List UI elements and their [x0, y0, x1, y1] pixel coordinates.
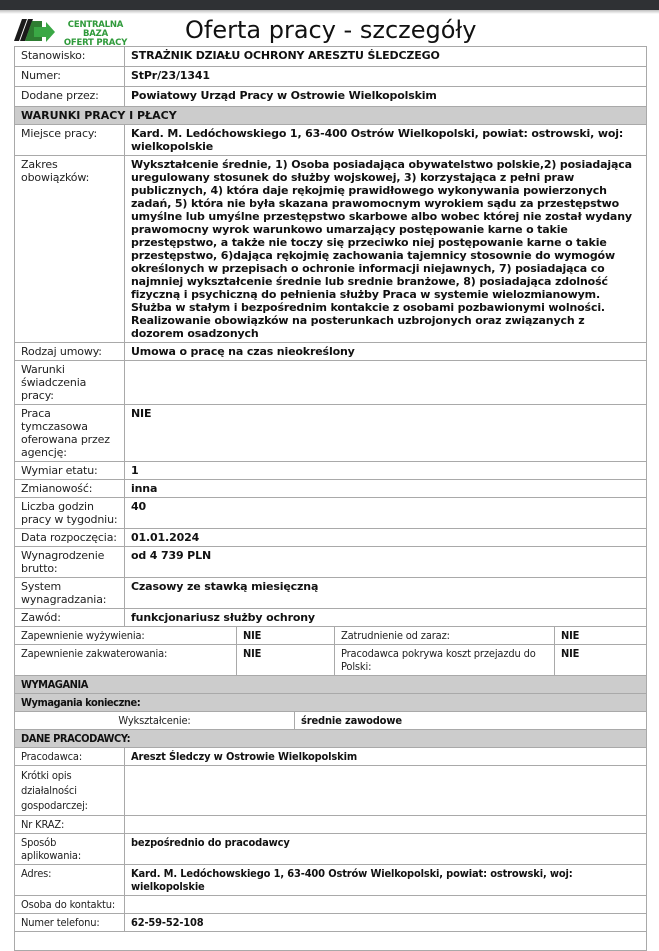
label-nr-kraz: Nr KRAZ:	[15, 816, 125, 834]
value-opis-dzialalnosci	[125, 766, 647, 816]
label-adres: Adres:	[15, 865, 125, 896]
value-warunki-swiadczenia	[125, 361, 647, 405]
label-sposob-aplikowania: Sposób aplikowania:	[15, 834, 125, 865]
label-koszt-przejazdu: Pracodawca pokrywa koszt przejazdu do Polski:	[335, 645, 555, 676]
row-sposob-aplikowania	[15, 834, 647, 865]
row-zmianowosc	[15, 480, 647, 498]
label-zawod: Zawód:	[15, 609, 125, 627]
logo-line-1: CENTRALNA BAZA	[67, 20, 124, 39]
value-sposob-aplikowania: bezpośrednio do pracodawcy	[125, 834, 647, 865]
label-data-rozpoczecia: Data rozpoczęcia:	[15, 529, 125, 547]
value-pracodawca: Areszt Śledczy w Ostrowie Wielkopolskim	[125, 748, 647, 766]
value-numer-telefonu: 62-59-52-108	[125, 914, 647, 932]
value-zmianowosc: inna	[125, 480, 647, 498]
page-header	[0, 14, 659, 46]
row-numer-telefonu	[15, 914, 647, 932]
row-miejsce-pracy	[15, 125, 647, 156]
value-wymiar-etatu: 1	[125, 462, 647, 480]
value-koszt-przejazdu: NIE	[555, 645, 647, 676]
value-adres: Kard. M. Ledóchowskiego 1, 63-400 Ostrów Wielkopolski, powiat: ostrowski, woj: wielkopolskie	[125, 865, 647, 896]
row-wymiar-etatu	[15, 462, 647, 480]
value-osoba-do-kontaktu	[125, 896, 647, 914]
value-wyksztalcenie: średnie zawodowe	[295, 712, 647, 730]
value-zawod: funkcjonariusz służby ochrony	[125, 609, 647, 627]
label-numer: Numer:	[15, 67, 125, 87]
subsection-wymagania-konieczne	[15, 694, 647, 712]
label-zakres-obowiazkow: Zakres obowiązków:	[15, 156, 125, 343]
truncated-row	[15, 932, 647, 951]
label-system-wynagradzania: System wynagradzania:	[15, 578, 125, 609]
row-opis-dzialalnosci	[15, 766, 647, 816]
value-zapewnienie-wyzywienia: NIE	[237, 627, 335, 645]
label-opis-dzialalnosci: Krótki opis działalności gospodarczej:	[15, 766, 125, 816]
value-liczba-godzin: 40	[125, 498, 647, 529]
label-miejsce-pracy: Miejsce pracy:	[15, 125, 125, 156]
row-cut-off	[15, 932, 647, 951]
job-offer-table	[14, 46, 647, 951]
subsection-title-wymagania-konieczne: Wymagania konieczne:	[15, 694, 647, 712]
section-title-pracodawca: DANE PRACODAWCY:	[15, 730, 647, 748]
label-dodane-przez: Dodane przez:	[15, 87, 125, 107]
label-zapewnienie-wyzywienia: Zapewnienie wyżywienia:	[15, 627, 237, 645]
row-liczba-godzin	[15, 498, 647, 529]
row-stanowisko	[15, 47, 647, 67]
label-rodzaj-umowy: Rodzaj umowy:	[15, 343, 125, 361]
section-pracodawca	[15, 730, 647, 748]
value-zapewnienie-zakwaterowania: NIE	[237, 645, 335, 676]
cbop-logo	[14, 17, 134, 48]
row-dodane-przez	[15, 87, 647, 107]
value-rodzaj-umowy: Umowa o pracę na czas nieokreślony	[125, 343, 647, 361]
row-extras-2	[15, 645, 647, 676]
label-zatrudnienie-od-zaraz: Zatrudnienie od zaraz:	[335, 627, 555, 645]
label-liczba-godzin: Liczba godzin pracy w tygodniu:	[15, 498, 125, 529]
browser-top-bar	[0, 0, 659, 10]
value-praca-tymczasowa: NIE	[125, 405, 647, 462]
section-title-warunki: WARUNKI PRACY I PŁACY	[15, 107, 647, 125]
label-osoba-do-kontaktu: Osoba do kontaktu:	[15, 896, 125, 914]
value-wynagrodzenie: od 4 739 PLN	[125, 547, 647, 578]
section-title-wymagania: WYMAGANIA	[15, 676, 647, 694]
label-numer-telefonu: Numer telefonu:	[15, 914, 125, 932]
label-stanowisko: Stanowisko:	[15, 47, 125, 67]
row-zawod	[15, 609, 647, 627]
row-extras-1	[15, 627, 647, 645]
label-wyksztalcenie: Wykształcenie:	[15, 712, 295, 730]
value-zakres-obowiazkow: Wykształcenie średnie, 1) Osoba posiadająca obywatelstwo polskie,2) posiadająca uregulowany stosunek do służby wojskowej, 3) korzystająca z pełni praw publicznych, 4) która daje rękojmię prawidłowego wykonywania powierzonych zadań, 5) która nie była skazana prawomocnym wyrokiem sądu za przestępstwo umyślne lub umyślne przestępstwo skarbowe albo wobec której nie został wydany prawomocny wyrok warunkowo umarzający postępowanie karne o takie przestępstwo, a także nie toczy się przeciwko niej postępowanie karne o takie przestępstwo, 6)dająca rękojmię zachowania tajemnicy stosownie do wymogów określonych w przepisach o ochronie informacji niejawnych, 7) posiadająca co najmniej wykształcenie średnie lub srednie branżowe, 8) posiadająca zdolność fizyczną i psychiczną do pełnienia służby Praca w systemie wielozmianowym. Służba w stałym i bezpośrednim kontakcie z osobami pozbawionymi wolności. Realizowanie obowiązków na posterunkach uzbrojonych oraz związanych z dozorem osadzonych	[125, 156, 647, 343]
row-system-wynagradzania	[15, 578, 647, 609]
section-wymagania	[15, 676, 647, 694]
section-warunki	[15, 107, 647, 125]
row-zakres-obowiazkow	[15, 156, 647, 343]
logo-arrows-icon	[14, 17, 56, 43]
label-warunki-swiadczenia: Warunki świadczenia pracy:	[15, 361, 125, 405]
value-dodane-przez: Powiatowy Urząd Pracy w Ostrowie Wielkopolskim	[125, 87, 647, 107]
value-system-wynagradzania: Czasowy ze stawką miesięczną	[125, 578, 647, 609]
row-warunki-swiadczenia	[15, 361, 647, 405]
row-praca-tymczasowa	[15, 405, 647, 462]
value-data-rozpoczecia: 01.01.2024	[125, 529, 647, 547]
label-zmianowosc: Zmianowość:	[15, 480, 125, 498]
label-wymiar-etatu: Wymiar etatu:	[15, 462, 125, 480]
row-nr-kraz	[15, 816, 647, 834]
row-numer	[15, 67, 647, 87]
label-praca-tymczasowa: Praca tymczasowa oferowana przez agencję:	[15, 405, 125, 462]
logo-text	[57, 21, 134, 48]
value-zatrudnienie-od-zaraz: NIE	[555, 627, 647, 645]
row-wynagrodzenie	[15, 547, 647, 578]
label-pracodawca: Pracodawca:	[15, 748, 125, 766]
page-title: Oferta pracy - szczegóły	[185, 16, 477, 44]
value-nr-kraz	[125, 816, 647, 834]
label-zapewnienie-zakwaterowania: Zapewnienie zakwaterowania:	[15, 645, 237, 676]
row-wyksztalcenie	[15, 712, 647, 730]
row-adres	[15, 865, 647, 896]
row-rodzaj-umowy	[15, 343, 647, 361]
row-data-rozpoczecia	[15, 529, 647, 547]
label-wynagrodzenie: Wynagrodzenie brutto:	[15, 547, 125, 578]
value-stanowisko: STRAŻNIK DZIAŁU OCHRONY ARESZTU ŚLEDCZEGO	[125, 47, 647, 67]
logo-line-2: OFERT PRACY	[63, 38, 128, 48]
value-numer: StPr/23/1341	[125, 67, 647, 87]
row-osoba-do-kontaktu	[15, 896, 647, 914]
row-pracodawca	[15, 748, 647, 766]
value-miejsce-pracy: Kard. M. Ledóchowskiego 1, 63-400 Ostrów Wielkopolski, powiat: ostrowski, woj: wielkopolskie	[125, 125, 647, 156]
